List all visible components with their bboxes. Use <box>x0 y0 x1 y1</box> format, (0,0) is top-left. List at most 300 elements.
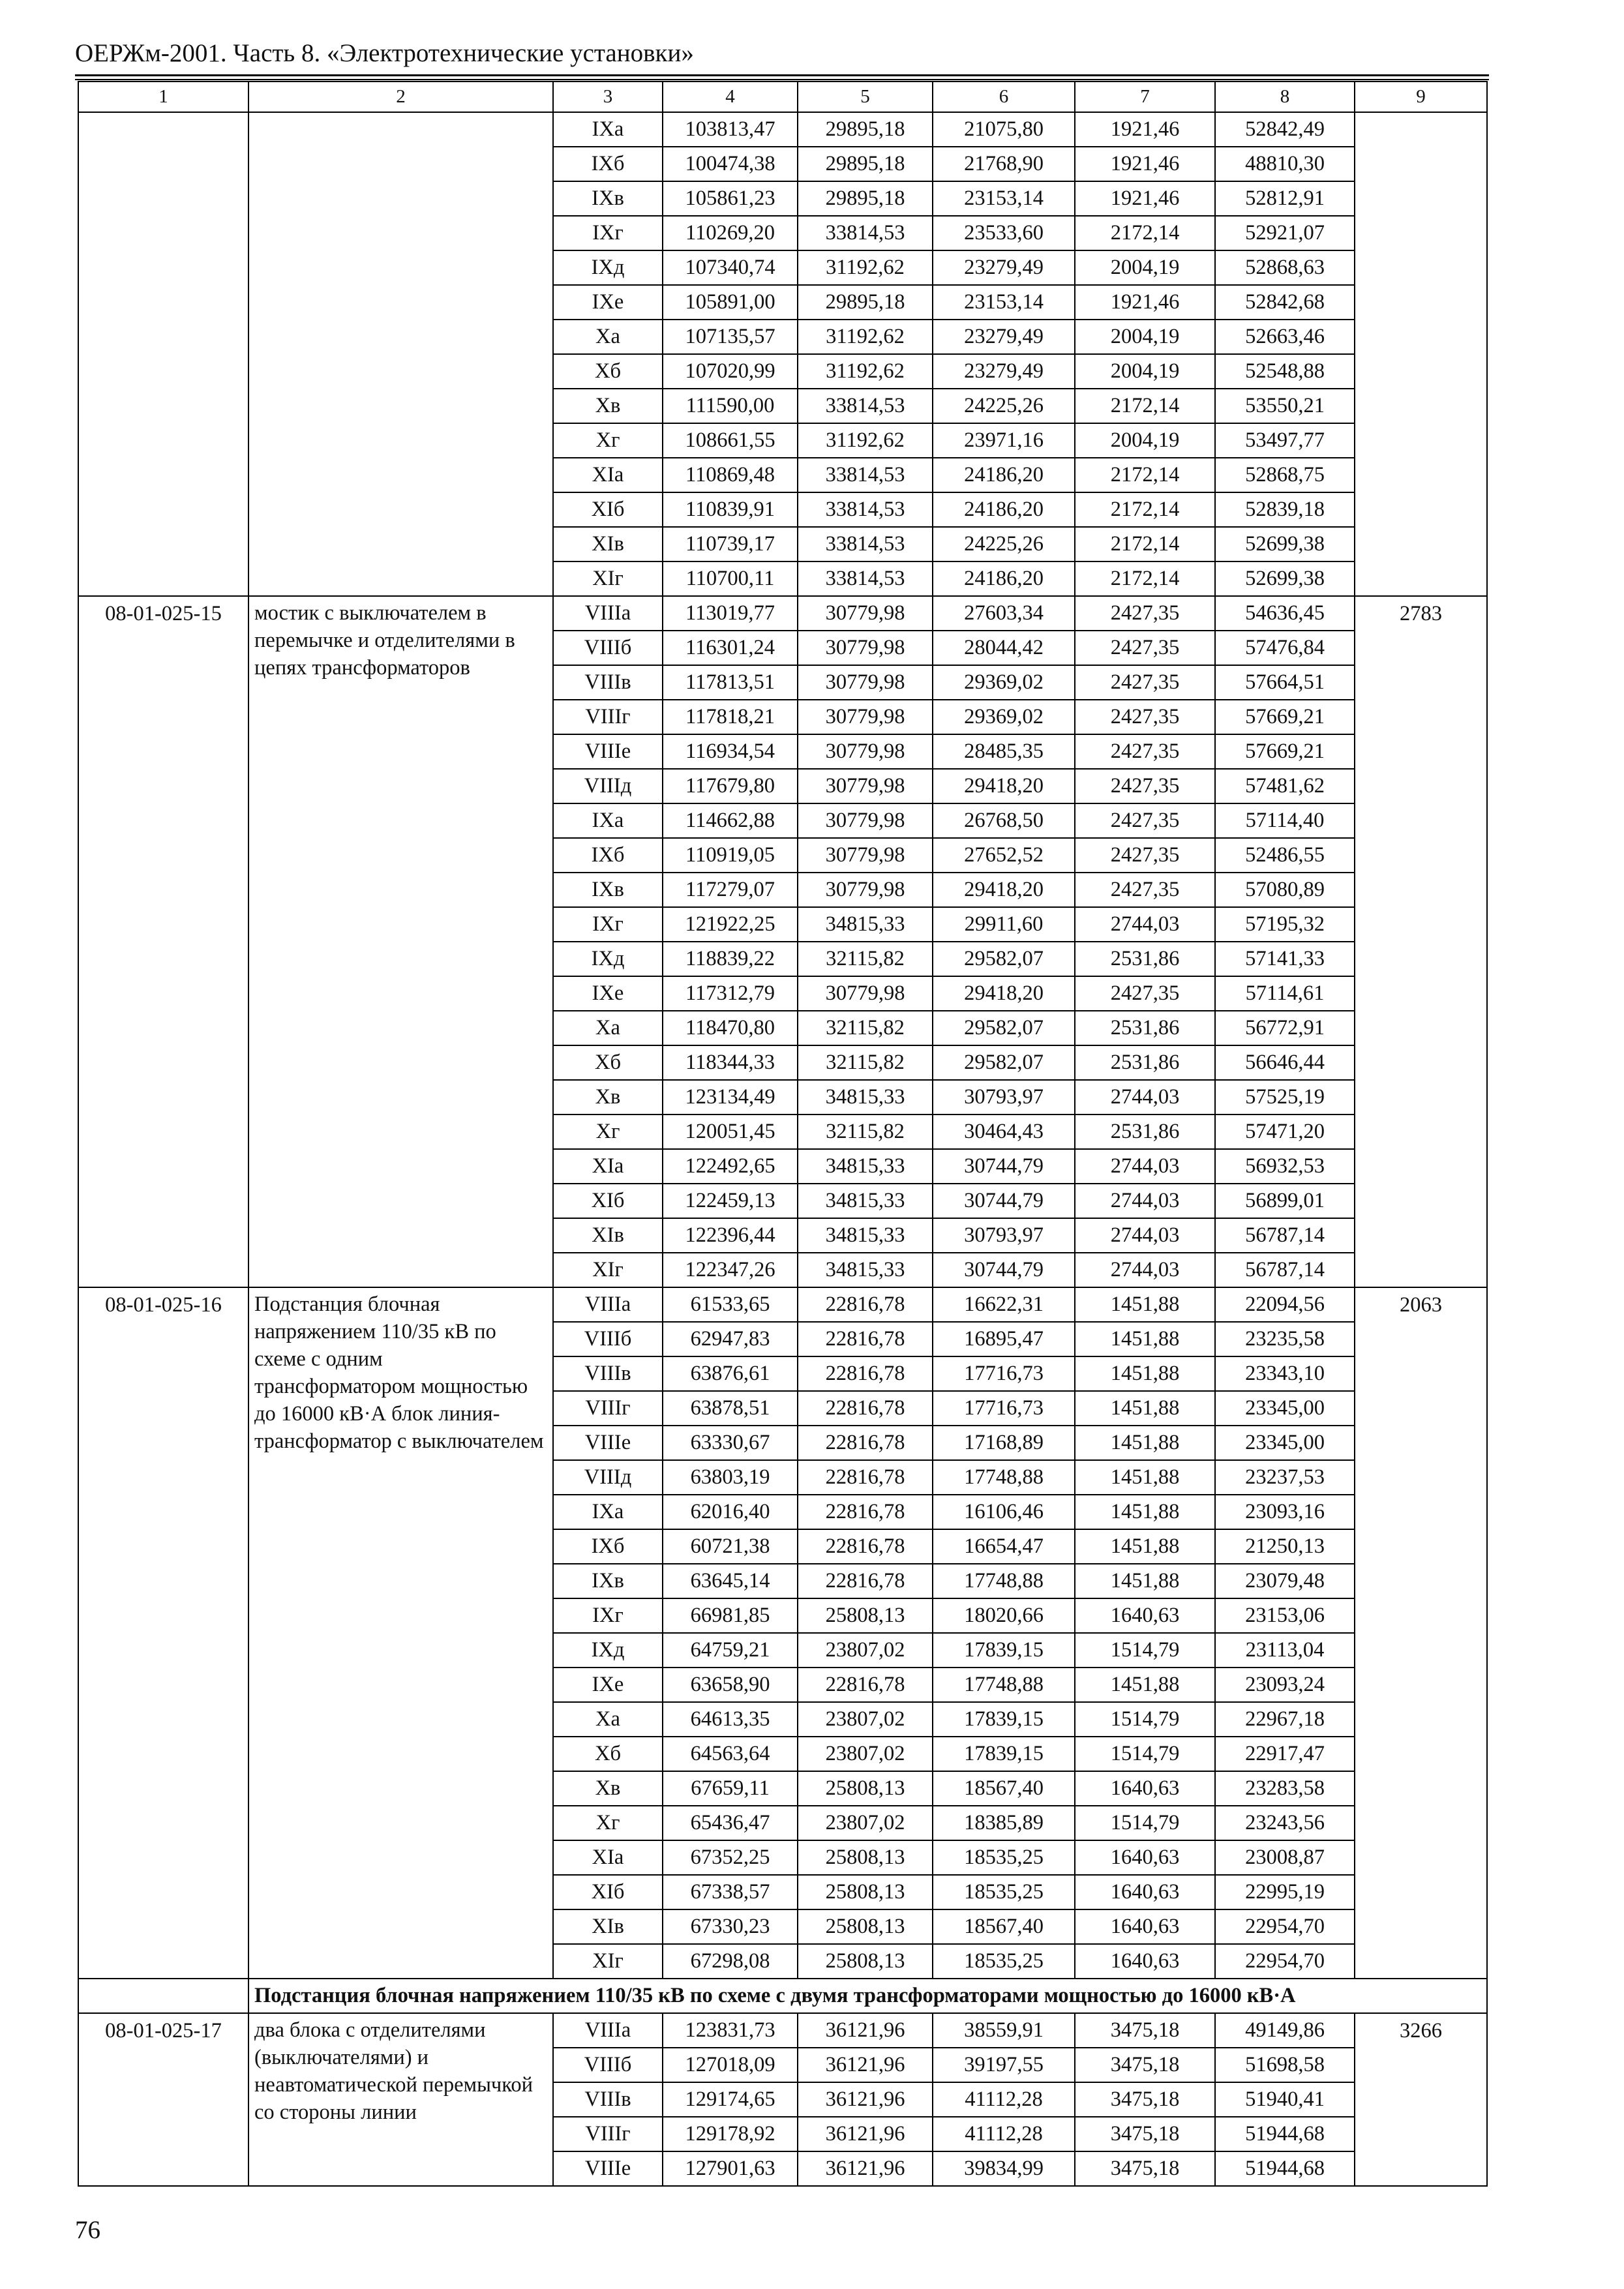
section-row <box>78 1979 1487 2013</box>
total-cost: 110919,05 <box>663 838 798 873</box>
price-zone: IXе <box>553 976 663 1011</box>
wages: 23807,02 <box>798 1806 933 1840</box>
column-number: 5 <box>798 82 933 112</box>
price-zone: IXв <box>553 873 663 907</box>
total-cost: 110739,17 <box>663 527 798 561</box>
materials-cost: 52812,91 <box>1215 181 1355 216</box>
total-cost: 62947,83 <box>663 1322 798 1356</box>
machinists-wages: 1451,88 <box>1075 1391 1215 1426</box>
machinists-wages: 2744,03 <box>1075 1080 1215 1115</box>
wages: 29895,18 <box>798 147 933 181</box>
machine-cost: 18385,89 <box>933 1806 1075 1840</box>
quantity: 2063 <box>1355 1287 1487 1979</box>
wages: 34815,33 <box>798 1149 933 1184</box>
materials-cost: 51944,68 <box>1215 2151 1355 2186</box>
price-zone: IXд <box>553 250 663 285</box>
machine-cost: 23533,60 <box>933 216 1075 250</box>
price-zone: IXд <box>553 942 663 976</box>
price-zone: IXг <box>553 907 663 942</box>
price-zone: IXа <box>553 803 663 838</box>
rate-description: два блока с отделителями (выключателями) и неавтоматической перемычкой со стороны линии <box>248 2013 553 2186</box>
machine-cost: 27652,52 <box>933 838 1075 873</box>
column-number: 6 <box>933 82 1075 112</box>
wages: 29895,18 <box>798 112 933 147</box>
total-cost: 122347,26 <box>663 1253 798 1287</box>
materials-cost: 56772,91 <box>1215 1011 1355 1045</box>
machine-cost: 24225,26 <box>933 527 1075 561</box>
materials-cost: 57141,33 <box>1215 942 1355 976</box>
price-zone: Xг <box>553 423 663 458</box>
materials-cost: 23283,58 <box>1215 1771 1355 1806</box>
machinists-wages: 1514,79 <box>1075 1806 1215 1840</box>
machinists-wages: 2531,86 <box>1075 1115 1215 1149</box>
price-zone: XIв <box>553 527 663 561</box>
total-cost: 129178,92 <box>663 2117 798 2151</box>
wages: 25808,13 <box>798 1771 933 1806</box>
section-title: Подстанция блочная напряжением 110/35 кВ по схеме с двумя трансформаторами мощностью до 16000 кВ·А <box>248 1979 1487 2013</box>
materials-cost: 56787,14 <box>1215 1253 1355 1287</box>
materials-cost: 57481,62 <box>1215 769 1355 803</box>
machine-cost: 29418,20 <box>933 976 1075 1011</box>
machine-cost: 30793,97 <box>933 1080 1075 1115</box>
machinists-wages: 1640,63 <box>1075 1944 1215 1979</box>
total-cost: 66981,85 <box>663 1598 798 1633</box>
wages: 33814,53 <box>798 492 933 527</box>
materials-cost: 52868,75 <box>1215 458 1355 492</box>
machinists-wages: 2172,14 <box>1075 561 1215 596</box>
machinists-wages: 2427,35 <box>1075 873 1215 907</box>
machine-cost: 24186,20 <box>933 458 1075 492</box>
price-zone: XIг <box>553 561 663 596</box>
page-number: 76 <box>75 2216 100 2244</box>
total-cost: 117312,79 <box>663 976 798 1011</box>
machinists-wages: 1640,63 <box>1075 1909 1215 1944</box>
total-cost: 117279,07 <box>663 873 798 907</box>
machinists-wages: 2172,14 <box>1075 527 1215 561</box>
machine-cost: 24186,20 <box>933 561 1075 596</box>
wages: 30779,98 <box>798 838 933 873</box>
machine-cost: 30793,97 <box>933 1218 1075 1253</box>
materials-cost: 57080,89 <box>1215 873 1355 907</box>
machine-cost: 24186,20 <box>933 492 1075 527</box>
total-cost: 63645,14 <box>663 1564 798 1598</box>
wages: 30779,98 <box>798 631 933 665</box>
materials-cost: 51940,41 <box>1215 2082 1355 2117</box>
column-number: 3 <box>553 82 663 112</box>
price-zone: IXг <box>553 1598 663 1633</box>
materials-cost: 22995,19 <box>1215 1875 1355 1909</box>
machine-cost: 23971,16 <box>933 423 1075 458</box>
materials-cost: 53550,21 <box>1215 389 1355 423</box>
price-zone: XIб <box>553 1875 663 1909</box>
header-rule <box>75 74 1489 76</box>
machine-cost: 17748,88 <box>933 1460 1075 1495</box>
price-zone: IXа <box>553 112 663 147</box>
price-zone: Xг <box>553 1115 663 1149</box>
materials-cost: 23008,87 <box>1215 1840 1355 1875</box>
machinists-wages: 1451,88 <box>1075 1460 1215 1495</box>
price-zone: VIIIб <box>553 631 663 665</box>
machinists-wages: 1451,88 <box>1075 1668 1215 1702</box>
price-zone: VIIIд <box>553 1460 663 1495</box>
total-cost: 114662,88 <box>663 803 798 838</box>
machine-cost: 16895,47 <box>933 1322 1075 1356</box>
materials-cost: 22917,47 <box>1215 1737 1355 1771</box>
rate-code: 08-01-025-17 <box>78 2013 248 2186</box>
total-cost: 63878,51 <box>663 1391 798 1426</box>
price-zone: IXа <box>553 1495 663 1529</box>
materials-cost: 23093,16 <box>1215 1495 1355 1529</box>
wages: 33814,53 <box>798 458 933 492</box>
machine-cost: 16106,46 <box>933 1495 1075 1529</box>
machine-cost: 29911,60 <box>933 907 1075 942</box>
machine-cost: 23153,14 <box>933 285 1075 320</box>
wages: 30779,98 <box>798 803 933 838</box>
machine-cost: 27603,34 <box>933 596 1075 631</box>
total-cost: 118344,33 <box>663 1045 798 1080</box>
materials-cost: 57114,40 <box>1215 803 1355 838</box>
wages: 31192,62 <box>798 423 933 458</box>
machinists-wages: 2531,86 <box>1075 942 1215 976</box>
machinists-wages: 2427,35 <box>1075 596 1215 631</box>
machinists-wages: 1514,79 <box>1075 1702 1215 1737</box>
machinists-wages: 2531,86 <box>1075 1011 1215 1045</box>
table-row <box>78 596 1487 631</box>
wages: 34815,33 <box>798 1184 933 1218</box>
wages: 31192,62 <box>798 250 933 285</box>
machinists-wages: 1640,63 <box>1075 1840 1215 1875</box>
machinists-wages: 1640,63 <box>1075 1598 1215 1633</box>
machinists-wages: 2172,14 <box>1075 389 1215 423</box>
materials-cost: 54636,45 <box>1215 596 1355 631</box>
materials-cost: 57525,19 <box>1215 1080 1355 1115</box>
total-cost: 117818,21 <box>663 700 798 734</box>
machine-cost: 38559,91 <box>933 2013 1075 2048</box>
wages: 36121,96 <box>798 2082 933 2117</box>
total-cost: 123831,73 <box>663 2013 798 2048</box>
rate-description: Подстанция блочная напряжением 110/35 кВ по схеме с одним трансформатором мощностью до 16000 кВ·А блок линия-трансформатор с выключателем <box>248 1287 553 1979</box>
column-number: 8 <box>1215 82 1355 112</box>
materials-cost: 57669,21 <box>1215 700 1355 734</box>
machine-cost: 30744,79 <box>933 1253 1075 1287</box>
wages: 25808,13 <box>798 1840 933 1875</box>
total-cost: 100474,38 <box>663 147 798 181</box>
wages: 30779,98 <box>798 769 933 803</box>
price-zone: IXе <box>553 1668 663 1702</box>
materials-cost: 52663,46 <box>1215 320 1355 354</box>
materials-cost: 23113,04 <box>1215 1633 1355 1668</box>
section-spacer <box>78 1979 248 2013</box>
total-cost: 67659,11 <box>663 1771 798 1806</box>
wages: 22816,78 <box>798 1391 933 1426</box>
price-zone: IXв <box>553 1564 663 1598</box>
total-cost: 117813,51 <box>663 665 798 700</box>
wages: 34815,33 <box>798 1080 933 1115</box>
column-number: 7 <box>1075 82 1215 112</box>
column-number-row <box>78 82 1487 112</box>
price-zone: VIIIг <box>553 1391 663 1426</box>
total-cost: 121922,25 <box>663 907 798 942</box>
wages: 32115,82 <box>798 1011 933 1045</box>
materials-cost: 51698,58 <box>1215 2048 1355 2082</box>
wages: 32115,82 <box>798 1115 933 1149</box>
price-zone: VIIIв <box>553 2082 663 2117</box>
wages: 30779,98 <box>798 665 933 700</box>
machinists-wages: 2531,86 <box>1075 1045 1215 1080</box>
machine-cost: 29369,02 <box>933 665 1075 700</box>
machinists-wages: 2427,35 <box>1075 734 1215 769</box>
wages: 34815,33 <box>798 1253 933 1287</box>
wages: 29895,18 <box>798 181 933 216</box>
wages: 33814,53 <box>798 561 933 596</box>
total-cost: 64613,35 <box>663 1702 798 1737</box>
machine-cost: 39197,55 <box>933 2048 1075 2082</box>
document-header: ОЕРЖм-2001. Часть 8. «Электротехнические установки» <box>75 39 694 67</box>
price-zone: IXб <box>553 1529 663 1564</box>
materials-cost: 23079,48 <box>1215 1564 1355 1598</box>
total-cost: 116934,54 <box>663 734 798 769</box>
price-zone: IXд <box>553 1633 663 1668</box>
price-zone: Xв <box>553 1771 663 1806</box>
price-zone: Xа <box>553 1011 663 1045</box>
wages: 33814,53 <box>798 389 933 423</box>
total-cost: 67338,57 <box>663 1875 798 1909</box>
wages: 30779,98 <box>798 976 933 1011</box>
total-cost: 107135,57 <box>663 320 798 354</box>
total-cost: 122492,65 <box>663 1149 798 1184</box>
price-zone: VIIIе <box>553 1426 663 1460</box>
machinists-wages: 1514,79 <box>1075 1737 1215 1771</box>
machinists-wages: 2744,03 <box>1075 1218 1215 1253</box>
column-number: 9 <box>1355 82 1487 112</box>
price-zone: XIг <box>553 1944 663 1979</box>
wages: 23807,02 <box>798 1633 933 1668</box>
materials-cost: 23153,06 <box>1215 1598 1355 1633</box>
materials-cost: 48810,30 <box>1215 147 1355 181</box>
total-cost: 110700,11 <box>663 561 798 596</box>
price-zone: VIIIа <box>553 1287 663 1322</box>
materials-cost: 23345,00 <box>1215 1426 1355 1460</box>
price-zone: VIIIг <box>553 700 663 734</box>
machinists-wages: 1451,88 <box>1075 1529 1215 1564</box>
machine-cost: 29582,07 <box>933 1045 1075 1080</box>
wages: 22816,78 <box>798 1356 933 1391</box>
wages: 22816,78 <box>798 1495 933 1529</box>
machinists-wages: 1640,63 <box>1075 1771 1215 1806</box>
price-zone: XIв <box>553 1218 663 1253</box>
machine-cost: 29418,20 <box>933 873 1075 907</box>
materials-cost: 23343,10 <box>1215 1356 1355 1391</box>
total-cost: 118470,80 <box>663 1011 798 1045</box>
price-zone: Xа <box>553 1702 663 1737</box>
machinists-wages: 2004,19 <box>1075 423 1215 458</box>
machinists-wages: 3475,18 <box>1075 2117 1215 2151</box>
materials-cost: 52548,88 <box>1215 354 1355 389</box>
materials-cost: 52699,38 <box>1215 561 1355 596</box>
machinists-wages: 1640,63 <box>1075 1875 1215 1909</box>
wages: 30779,98 <box>798 596 933 631</box>
materials-cost: 23237,53 <box>1215 1460 1355 1495</box>
materials-cost: 57114,61 <box>1215 976 1355 1011</box>
machinists-wages: 1451,88 <box>1075 1287 1215 1322</box>
total-cost: 61533,65 <box>663 1287 798 1322</box>
machine-cost: 17748,88 <box>933 1668 1075 1702</box>
wages: 22816,78 <box>798 1564 933 1598</box>
quantity: 2783 <box>1355 596 1487 1287</box>
machine-cost: 17716,73 <box>933 1391 1075 1426</box>
total-cost: 108661,55 <box>663 423 798 458</box>
machine-cost: 18535,25 <box>933 1875 1075 1909</box>
machine-cost: 17839,15 <box>933 1737 1075 1771</box>
total-cost: 127018,09 <box>663 2048 798 2082</box>
price-zone: VIIIв <box>553 1356 663 1391</box>
table-row <box>78 1287 1487 1322</box>
price-zone: VIIIд <box>553 769 663 803</box>
price-zone: VIIIб <box>553 2048 663 2082</box>
wages: 22816,78 <box>798 1426 933 1460</box>
price-zone: VIIIа <box>553 2013 663 2048</box>
materials-cost: 56899,01 <box>1215 1184 1355 1218</box>
total-cost: 65436,47 <box>663 1806 798 1840</box>
machine-cost: 18020,66 <box>933 1598 1075 1633</box>
machine-cost: 30744,79 <box>933 1184 1075 1218</box>
header-rule-thin <box>75 79 1489 80</box>
machinists-wages: 3475,18 <box>1075 2048 1215 2082</box>
column-number: 2 <box>248 82 553 112</box>
price-zone: VIIIг <box>553 2117 663 2151</box>
wages: 25808,13 <box>798 1598 933 1633</box>
total-cost: 111590,00 <box>663 389 798 423</box>
machinists-wages: 1514,79 <box>1075 1633 1215 1668</box>
machine-cost: 21768,90 <box>933 147 1075 181</box>
machine-cost: 17748,88 <box>933 1564 1075 1598</box>
machinists-wages: 2427,35 <box>1075 769 1215 803</box>
wages: 23807,02 <box>798 1702 933 1737</box>
total-cost: 64563,64 <box>663 1737 798 1771</box>
price-zone: VIIIе <box>553 734 663 769</box>
machine-cost: 21075,80 <box>933 112 1075 147</box>
materials-cost: 22967,18 <box>1215 1702 1355 1737</box>
rate-code: 08-01-025-15 <box>78 596 248 1287</box>
wages: 34815,33 <box>798 1218 933 1253</box>
machine-cost: 26768,50 <box>933 803 1075 838</box>
price-zone: XIб <box>553 1184 663 1218</box>
total-cost: 122459,13 <box>663 1184 798 1218</box>
wages: 31192,62 <box>798 320 933 354</box>
total-cost: 67330,23 <box>663 1909 798 1944</box>
total-cost: 110269,20 <box>663 216 798 250</box>
materials-cost: 52486,55 <box>1215 838 1355 873</box>
rate-description <box>248 112 553 596</box>
materials-cost: 22954,70 <box>1215 1944 1355 1979</box>
materials-cost: 52839,18 <box>1215 492 1355 527</box>
machinists-wages: 2427,35 <box>1075 976 1215 1011</box>
machinists-wages: 3475,18 <box>1075 2151 1215 2186</box>
machine-cost: 18535,25 <box>933 1944 1075 1979</box>
machinists-wages: 2172,14 <box>1075 458 1215 492</box>
wages: 22816,78 <box>798 1460 933 1495</box>
machine-cost: 29369,02 <box>933 700 1075 734</box>
total-cost: 107020,99 <box>663 354 798 389</box>
wages: 29895,18 <box>798 285 933 320</box>
wages: 32115,82 <box>798 1045 933 1080</box>
total-cost: 63658,90 <box>663 1668 798 1702</box>
machine-cost: 23153,14 <box>933 181 1075 216</box>
machine-cost: 39834,99 <box>933 2151 1075 2186</box>
price-zone: Xв <box>553 1080 663 1115</box>
machine-cost: 28044,42 <box>933 631 1075 665</box>
machinists-wages: 1921,46 <box>1075 285 1215 320</box>
machinists-wages: 2172,14 <box>1075 216 1215 250</box>
machinists-wages: 1451,88 <box>1075 1356 1215 1391</box>
price-zone: XIб <box>553 492 663 527</box>
price-zone: VIIIв <box>553 665 663 700</box>
machinists-wages: 2004,19 <box>1075 354 1215 389</box>
table-body <box>78 82 1487 2186</box>
quantity <box>1355 112 1487 596</box>
machinists-wages: 2427,35 <box>1075 838 1215 873</box>
price-zone: VIIIа <box>553 596 663 631</box>
total-cost: 122396,44 <box>663 1218 798 1253</box>
machinists-wages: 1451,88 <box>1075 1495 1215 1529</box>
wages: 22816,78 <box>798 1529 933 1564</box>
table-row <box>78 112 1487 147</box>
total-cost: 107340,74 <box>663 250 798 285</box>
machine-cost: 18567,40 <box>933 1771 1075 1806</box>
quantity: 3266 <box>1355 2013 1487 2186</box>
total-cost: 110839,91 <box>663 492 798 527</box>
wages: 30779,98 <box>798 700 933 734</box>
total-cost: 63330,67 <box>663 1426 798 1460</box>
machine-cost: 17168,89 <box>933 1426 1075 1460</box>
machinists-wages: 2744,03 <box>1075 1149 1215 1184</box>
total-cost: 60721,38 <box>663 1529 798 1564</box>
wages: 25808,13 <box>798 1875 933 1909</box>
price-zone: XIв <box>553 1909 663 1944</box>
machinists-wages: 2744,03 <box>1075 1184 1215 1218</box>
price-zone: IXв <box>553 181 663 216</box>
materials-cost: 56646,44 <box>1215 1045 1355 1080</box>
total-cost: 63876,61 <box>663 1356 798 1391</box>
machine-cost: 30744,79 <box>933 1149 1075 1184</box>
total-cost: 129174,65 <box>663 2082 798 2117</box>
machinists-wages: 1921,46 <box>1075 112 1215 147</box>
wages: 36121,96 <box>798 2048 933 2082</box>
machinists-wages: 1921,46 <box>1075 181 1215 216</box>
price-zone: Xб <box>553 1045 663 1080</box>
total-cost: 64759,21 <box>663 1633 798 1668</box>
wages: 36121,96 <box>798 2013 933 2048</box>
machinists-wages: 2427,35 <box>1075 631 1215 665</box>
materials-cost: 57664,51 <box>1215 665 1355 700</box>
wages: 22816,78 <box>798 1322 933 1356</box>
price-zone: IXг <box>553 216 663 250</box>
machinists-wages: 1921,46 <box>1075 147 1215 181</box>
machine-cost: 30464,43 <box>933 1115 1075 1149</box>
machine-cost: 17839,15 <box>933 1702 1075 1737</box>
materials-cost: 23243,56 <box>1215 1806 1355 1840</box>
machine-cost: 24225,26 <box>933 389 1075 423</box>
wages: 30779,98 <box>798 734 933 769</box>
price-zone: IXе <box>553 285 663 320</box>
machine-cost: 23279,49 <box>933 354 1075 389</box>
price-zone: Xг <box>553 1806 663 1840</box>
wages: 36121,96 <box>798 2151 933 2186</box>
column-number: 4 <box>663 82 798 112</box>
machinists-wages: 1451,88 <box>1075 1564 1215 1598</box>
wages: 30779,98 <box>798 873 933 907</box>
machinists-wages: 2427,35 <box>1075 803 1215 838</box>
